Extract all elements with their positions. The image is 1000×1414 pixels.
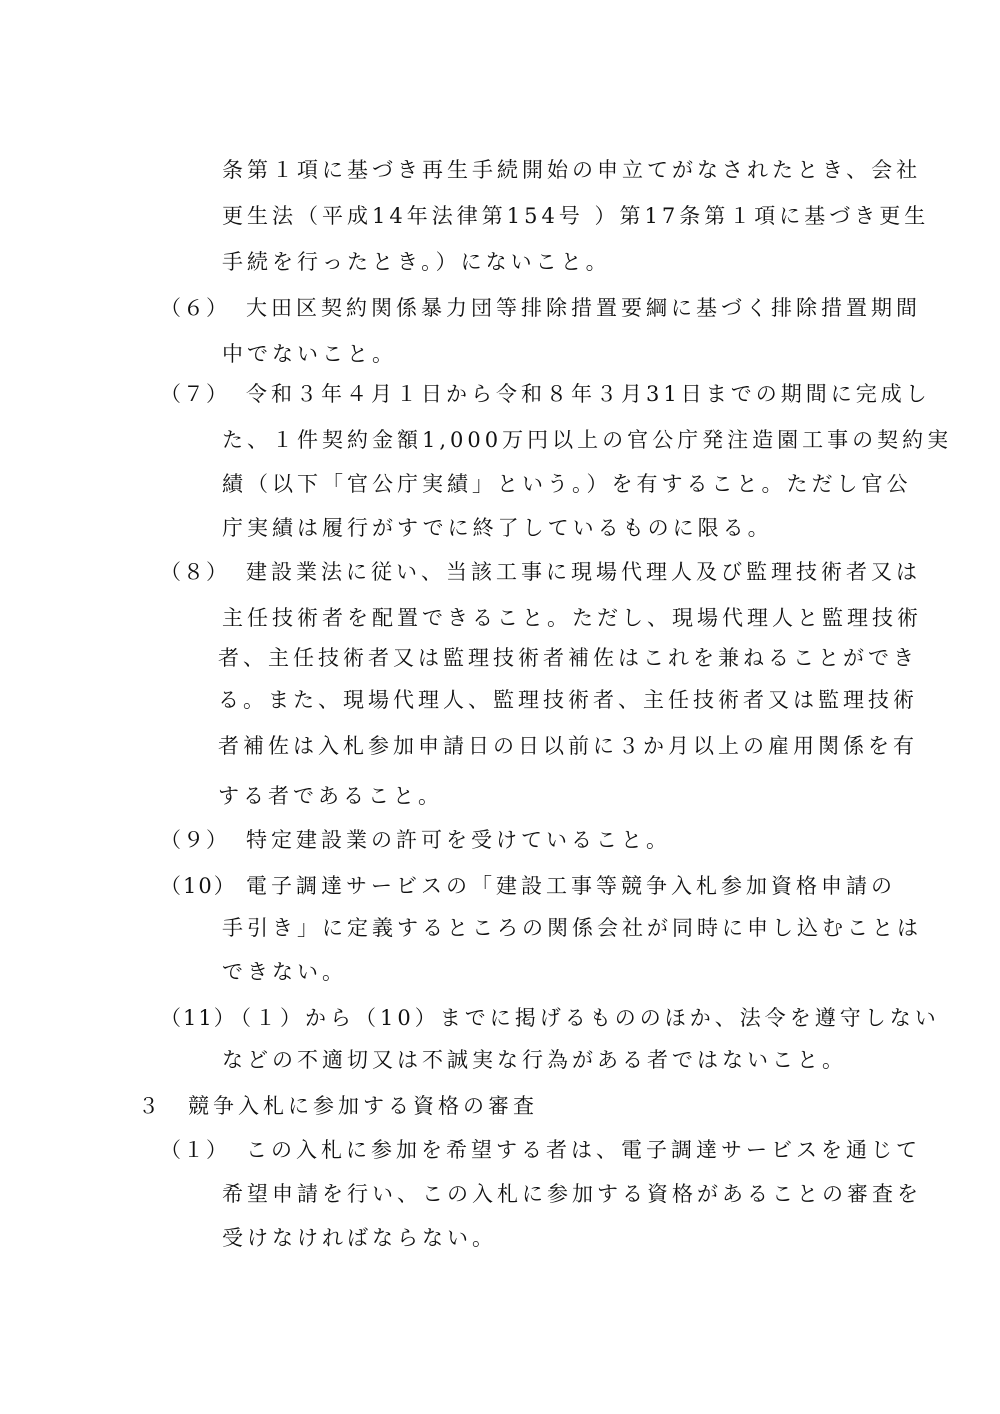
continuation-line-1: 条第１項に基づき再生手続開始の申立てがなされたとき、会社 [222,158,922,182]
item-11-marker: （11） [160,1006,237,1030]
item-6-marker: （６） [160,296,229,320]
item-9-line-1: 特定建設業の許可を受けていること。 [246,828,671,852]
section-3-heading: ３ 競争入札に参加する資格の審査 [138,1094,538,1118]
item-9-marker: （９） [160,828,229,852]
item-7-line-2: た、１件契約金額1,000万円以上の官公庁発注造園工事の契約実 [222,428,953,452]
item-8-line-2: 主任技術者を配置できること。ただし、現場代理人と監理技術 [222,606,922,630]
continuation-line-2: 更生法（平成14年法律第154号 ）第17条第１項に基づき更生 [222,204,930,228]
section-3-item-1-line-3: 受けなければならない。 [222,1226,497,1250]
item-11-line-1: （１）から（10）までに掲げるもののほか、法令を遵守しない [230,1006,940,1030]
item-8-line-6: する者であること。 [218,784,443,808]
item-7-line-4: 庁実績は履行がすでに終了しているものに限る。 [222,516,773,540]
item-6-line-2: 中でないこと。 [222,342,397,366]
item-7-line-1: 令和３年４月１日から令和８年３月31日までの期間に完成し [246,382,931,406]
continuation-line-3: 手続を行ったとき。）にないこと。 [222,250,611,274]
item-10-line-3: できない。 [222,960,347,984]
item-6-line-1: 大田区契約関係暴力団等排除措置要綱に基づく排除措置期間 [246,296,921,320]
section-3-item-1-line-2: 希望申請を行い、この入札に参加する資格があることの審査を [222,1182,922,1206]
item-10-line-1: 電子調達サービスの「建設工事等競争入札参加資格申請の [246,874,896,898]
item-10-line-2: 手引き」に定義するところの関係会社が同時に申し込むことは [222,916,922,940]
item-8-line-3: 者、主任技術者又は監理技術者補佐はこれを兼ねることができ [218,646,918,670]
item-8-line-1: 建設業法に従い、当該工事に現場代理人及び監理技術者又は [246,560,921,584]
section-3-item-1-marker: （１） [160,1138,229,1162]
section-3-item-1-line-1: この入札に参加を希望する者は、電子調達サービスを通じて [246,1138,921,1162]
item-7-marker: （７） [160,382,229,406]
item-7-line-3: 績（以下「官公庁実績」という。）を有すること。ただし官公 [222,472,912,496]
item-8-line-4: る。また、現場代理人、監理技術者、主任技術者又は監理技術 [218,688,918,712]
item-8-line-5: 者補佐は入札参加申請日の日以前に３か月以上の雇用関係を有 [218,734,918,758]
item-10-marker: （10） [160,874,237,898]
item-8-marker: （８） [160,560,229,584]
item-11-line-2: などの不適切又は不誠実な行為がある者ではないこと。 [222,1048,847,1072]
